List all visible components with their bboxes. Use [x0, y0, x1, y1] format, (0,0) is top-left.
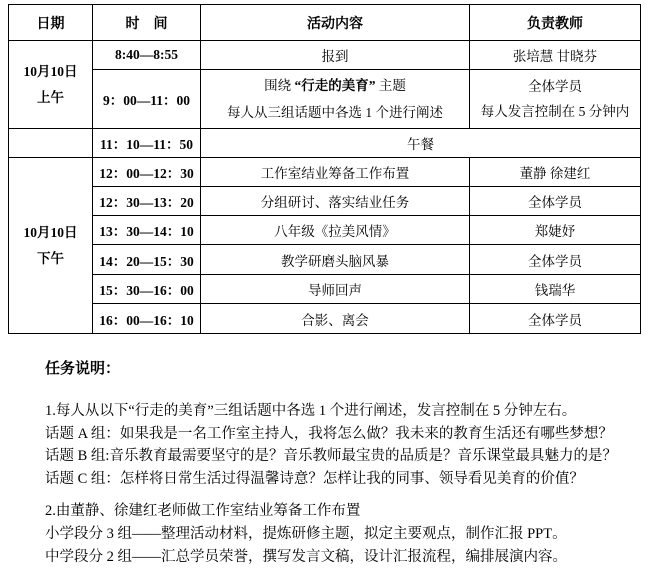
date-cell-afternoon — [9, 158, 93, 334]
column-header-activity: 活动内容 — [201, 5, 470, 41]
lunch-cell: 午餐 — [201, 129, 641, 158]
note-line-primary-group: 小学段分 3 组——整理活动材料，提炼研修主题，拟定主要观点，制作汇报 PPT。 — [45, 525, 567, 542]
activity-line-1 — [203, 72, 467, 99]
date-text: 10月10日 — [23, 224, 78, 240]
activity-prefix: 围绕 — [264, 78, 292, 93]
note-line-middle-group: 中学段分 2 组——汇总学员荣誉，撰写发言文稿，设计汇报流程，编排展演内容。 — [45, 548, 567, 565]
date-cell-morning — [9, 41, 93, 129]
period-text: 上午 — [37, 89, 64, 105]
activity-cell: 八年级《拉美风情》 — [201, 216, 470, 245]
schedule-table — [8, 4, 641, 334]
table-row — [9, 158, 641, 187]
time-cell: 16：00—16：10 — [93, 304, 201, 334]
teacher-line-2: 每人发言控制在 5 分钟内 — [480, 104, 630, 119]
table-header-row — [9, 5, 641, 41]
note-line: 2.由董静、徐建红老师做工作室结业筹备工作布置 — [45, 503, 361, 520]
table-row — [9, 187, 641, 216]
note-line: 1.每人从以下“行走的美育”三组话题中各选 1 个进行阐述，发言控制在 5 分钟左右。 — [45, 403, 577, 419]
time-cell: 14：20—15：30 — [93, 245, 201, 275]
task-notes-section — [45, 358, 647, 568]
notes-heading: 任务说明： — [45, 361, 121, 377]
table-row — [9, 216, 641, 245]
column-header-teacher: 负责教师 — [470, 5, 641, 41]
activity-cell: 分组研讨、落实结业任务 — [201, 187, 470, 216]
note-line-topic-a: 话题 A 组：如果我是一名工作室主持人，我将怎么做？我未来的教育生活还有哪些梦想？ — [45, 425, 613, 442]
activity-cell: 导师回声 — [201, 275, 470, 304]
activity-theme-bold: “行走的美育” — [294, 78, 376, 93]
note-line-topic-b: 话题 B 组:音乐教育最需要坚守的是？音乐教师最宝贵的品质是？音乐课堂最具魅力的是？ — [45, 448, 617, 465]
activity-cell: 教学研磨头脑风暴 — [201, 245, 470, 275]
column-header-date: 日期 — [9, 5, 93, 41]
teacher-cell: 董静 徐建红 — [470, 158, 641, 187]
column-header-time: 时 间 — [93, 5, 201, 41]
table-row — [9, 41, 641, 70]
activity-cell: 合影、离会 — [201, 304, 470, 334]
activity-cell: 工作室结业筹备工作布置 — [201, 158, 470, 187]
time-cell: 13：30—14：10 — [93, 216, 201, 245]
notes-paragraph-1 — [45, 400, 647, 490]
time-cell: 11：10—11：50 — [93, 129, 201, 158]
teacher-cell: 钱瑞华 — [470, 275, 641, 304]
teacher-cell — [470, 70, 641, 129]
time-cell: 8:40—8:55 — [93, 41, 201, 70]
time-cell: 9：00—11：00 — [93, 70, 201, 129]
time-cell: 12：30—13：20 — [93, 187, 201, 216]
time-cell: 12：00—12：30 — [93, 158, 201, 187]
activity-cell — [201, 70, 470, 129]
table-row-lunch — [9, 129, 641, 158]
teacher-cell: 全体学员 — [470, 187, 641, 216]
date-cell-empty — [9, 129, 93, 158]
note-line-topic-c: 话题 C 组：怎样将日常生活过得温馨诗意？怎样让我的同事、领导看见美育的价值？ — [45, 470, 584, 487]
teacher-line-1: 全体学员 — [528, 79, 582, 94]
activity-line-2: 每人从三组话题中各选 1 个进行阐述 — [227, 105, 443, 120]
time-cell: 15：30—16：00 — [93, 275, 201, 304]
activity-cell: 报到 — [201, 41, 470, 70]
notes-paragraph-2 — [45, 500, 647, 568]
period-text: 下午 — [37, 250, 64, 266]
table-row — [9, 304, 641, 334]
activity-suffix: 主题 — [378, 78, 406, 93]
teacher-cell: 全体学员 — [470, 245, 641, 275]
teacher-cell: 全体学员 — [470, 304, 641, 334]
teacher-cell: 张培慧 甘晓芬 — [470, 41, 641, 70]
table-row — [9, 275, 641, 304]
table-row — [9, 245, 641, 275]
teacher-cell: 郑婕妤 — [470, 216, 641, 245]
date-text: 10月10日 — [23, 63, 78, 79]
table-row — [9, 70, 641, 129]
